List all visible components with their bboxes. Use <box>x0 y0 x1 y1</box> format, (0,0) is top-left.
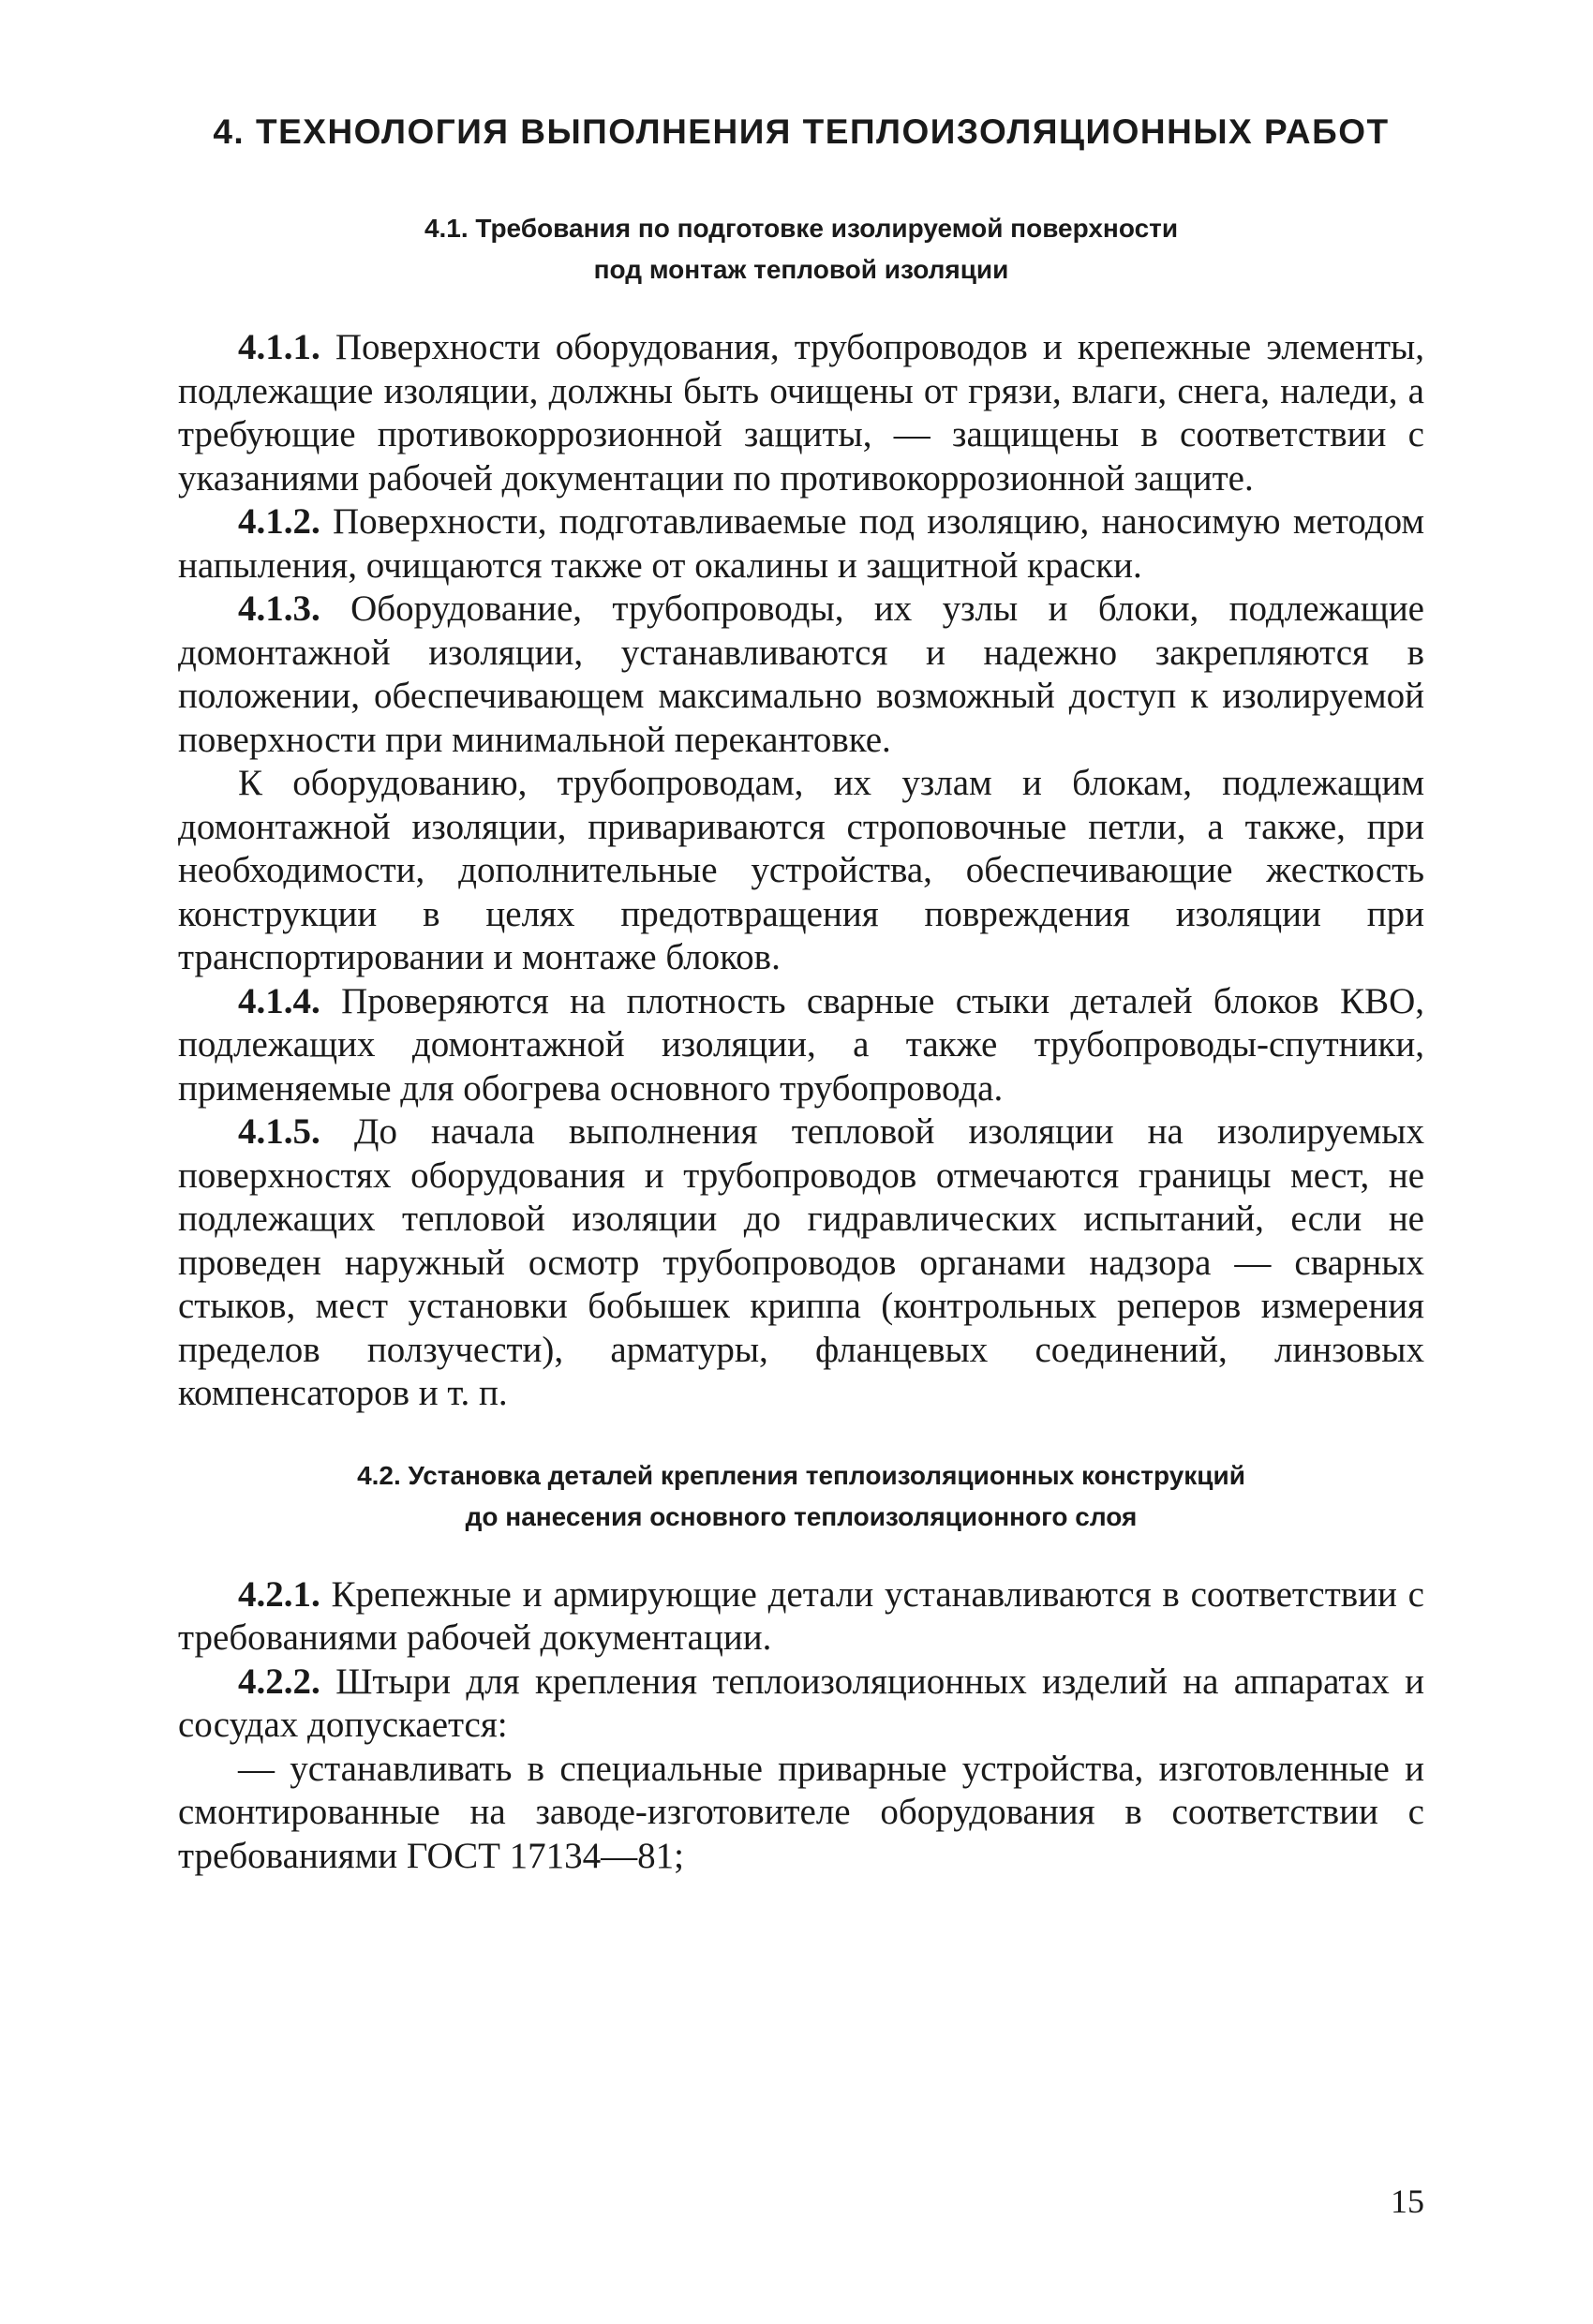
paragraph-4-2-1 <box>178 1573 1424 1661</box>
paragraph-text: Оборудование, трубопроводы, их узлы и блоки, подлежащие домонтажной изоляции, устанавливаются и надежно закрепляются в положении, обеспечивающем максимально возможный доступ к изолируемой поверхности при минимальной перекантовке. <box>178 588 1424 760</box>
paragraph-text: До начала выполнения тепловой изоляции на изолируемых поверхностях оборудования и трубопроводов отмечаются границы мест, не подлежащих тепловой изоляции до гидравлических испытаний, если не проведен наружный осмотр трубопроводов органами надзора — сварных стыков, мест установки бобышек криппа (контрольных реперов измерения пределов ползучести), арматуры, фланцевых соединений, линзовых компенсаторов и т. п. <box>178 1111 1424 1413</box>
paragraph-4-1-5 <box>178 1110 1424 1416</box>
section-title-line: под монтаж тепловой изоляции <box>593 255 1009 284</box>
clause-number: 4.1.2. <box>238 501 320 542</box>
paragraph-4-1-3-continued <box>178 762 1424 980</box>
paragraph-4-2-2 <box>178 1661 1424 1748</box>
clause-number: 4.2.1. <box>238 1573 320 1615</box>
clause-number: 4.1.3. <box>238 588 320 629</box>
clause-number: 4.2.2. <box>238 1661 320 1702</box>
clause-number: 4.1.1. <box>238 327 320 367</box>
section-title-line: 4.2. Установка деталей крепления теплоизоляционных конструкций <box>357 1460 1245 1490</box>
chapter-title: 4. ТЕХНОЛОГИЯ ВЫПОЛНЕНИЯ ТЕПЛОИЗОЛЯЦИОННЫХ РАБОТ <box>213 112 1390 151</box>
paragraph-4-2-2-item <box>178 1748 1424 1879</box>
clause-number: 4.1.4. <box>238 980 320 1021</box>
section-spacer <box>178 1416 1424 1455</box>
section-title-line: 4.1. Требования по подготовке изолируемой поверхности <box>424 214 1179 243</box>
paragraph-text: Поверхности оборудования, трубопроводов и крепежные элементы, подлежащие изоляции, должны быть очищены от грязи, влаги, снега, наледи, а требующие противокоррозионной защиты, — защищены в соответствии с указаниями рабочей документации по противокоррозионной защите. <box>178 327 1424 499</box>
section-title-4-2 <box>178 1455 1424 1538</box>
paragraph-4-1-3 <box>178 588 1424 762</box>
paragraph-text: К оборудованию, трубопроводам, их узлам и блокам, подлежащим домонтажной изоляции, привариваются строповочные петли, а также, при необходимости, дополнительные устройства, обеспечивающие жесткость конструкции в целях предотвращения повреждения изоляции при транспортировании и монтаже блоков. <box>178 763 1424 977</box>
paragraph-4-1-2 <box>178 500 1424 588</box>
paragraph-4-1-4 <box>178 980 1424 1111</box>
section-title-line: до нанесения основного теплоизоляционного слоя <box>465 1501 1138 1531</box>
section-title-4-1 <box>178 208 1424 290</box>
paragraph-text: Поверхности, подготавливаемые под изоляцию, наносимую методом напыления, очищаются также от окалины и защитной краски. <box>178 501 1424 586</box>
paragraph-text: Проверяются на плотность сварные стыки деталей блоков КВО, подлежащих домонтажной изоляции, а также трубопроводы-спутники, применяемые для обогрева основного трубопровода. <box>178 980 1424 1109</box>
paragraph-text: — устанавливать в специальные приварные устройства, изготовленные и смонтированные на заводе-изготовителе оборудования в соответствии с требованиями ГОСТ 17134—81; <box>178 1748 1424 1876</box>
document-page <box>178 112 1424 1878</box>
clause-number: 4.1.5. <box>238 1111 320 1152</box>
paragraph-4-1-1 <box>178 326 1424 500</box>
paragraph-text: Крепежные и армирующие детали устанавливаются в соответствии с требованиями рабочей документации. <box>178 1573 1424 1658</box>
paragraph-text: Штыри для крепления теплоизоляционных изделий на аппаратах и сосудах допускается: <box>178 1661 1424 1745</box>
page-number: 15 <box>1391 2182 1424 2220</box>
